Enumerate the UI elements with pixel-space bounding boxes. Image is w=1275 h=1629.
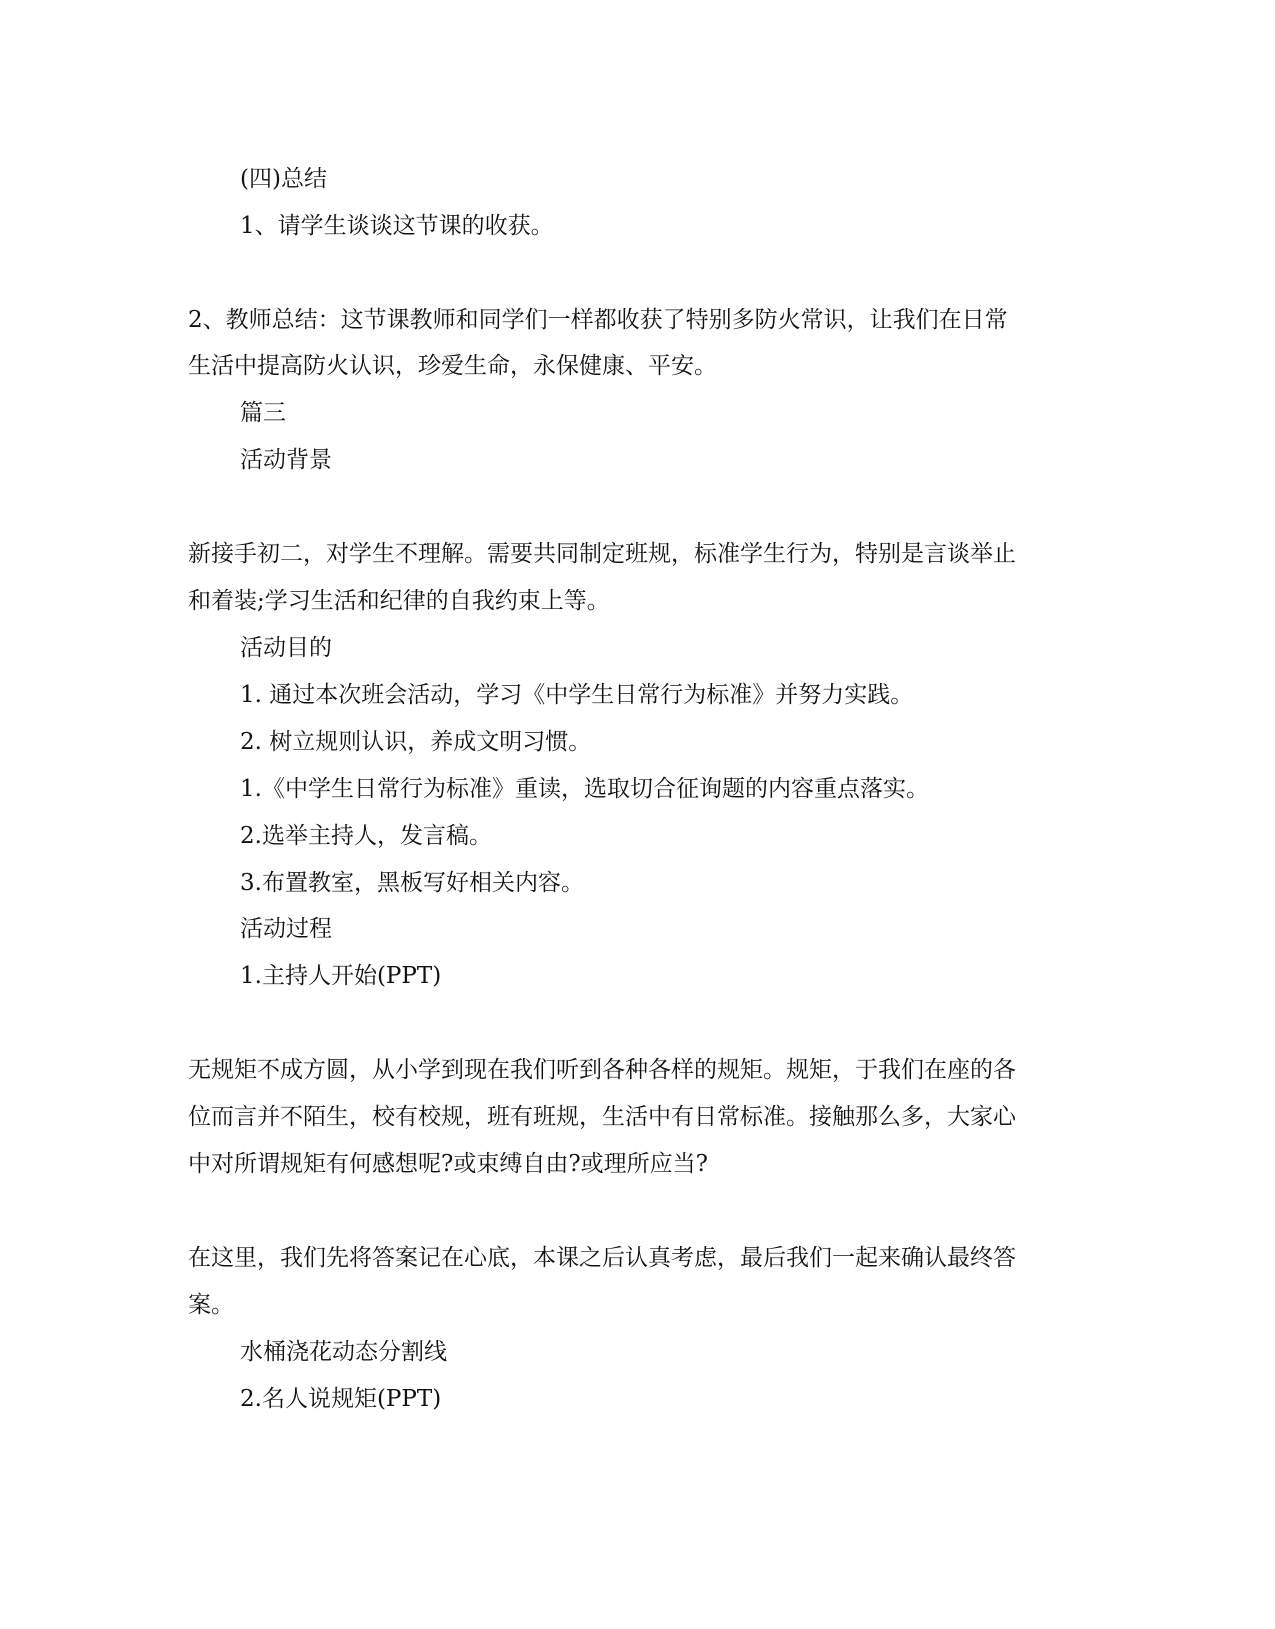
list-item: 1. 通过本次班会活动，学习《中学生日常行为标准》并努力实践。 [240,682,914,708]
list-item: 2.名人说规矩(PPT) [240,1386,442,1412]
section-heading-background: 活动背景 [240,447,332,473]
paragraph-line: 生活中提高防火认识，珍爱生命，永保健康、平安。 [188,353,717,379]
list-item: 1.主持人开始(PPT) [240,963,442,989]
list-item: 3.布置教室，黑板写好相关内容。 [240,870,584,896]
section-heading-part3: 篇三 [240,400,286,426]
paragraph-line: 中对所谓规矩有何感想呢?或束缚自由?或理所应当? [188,1151,708,1177]
section-heading-summary: (四)总结 [240,166,327,192]
paragraph-line: 和着装;学习生活和纪律的自我约束上等。 [188,588,610,614]
paragraph-line: 在这里，我们先将答案记在心底，本课之后认真考虑，最后我们一起来确认最终答 [188,1245,1016,1271]
paragraph-line: 2、教师总结：这节课教师和同学们一样都收获了特别多防火常识，让我们在日常 [188,307,1008,333]
paragraph-line: 案。 [188,1292,234,1318]
paragraph-line: 1、请学生谈谈这节课的收获。 [240,213,554,239]
paragraph-line: 无规矩不成方圆，从小学到现在我们听到各种各样的规矩。规矩，于我们在座的各 [188,1057,1016,1083]
list-item: 2.选举主持人，发言稿。 [240,823,492,849]
paragraph-line: 新接手初二，对学生不理解。需要共同制定班规，标准学生行为，特别是言谈举止 [188,541,1016,567]
section-heading-process: 活动过程 [240,916,332,942]
divider-caption: 水桶浇花动态分割线 [240,1339,447,1365]
paragraph-line: 位而言并不陌生，校有校规，班有班规，生活中有日常标准。接触那么多，大家心 [188,1104,1016,1130]
section-heading-goal: 活动目的 [240,635,332,661]
list-item: 1.《中学生日常行为标准》重读，选取切合征询题的内容重点落实。 [240,776,929,802]
list-item: 2. 树立规则认识，养成文明习惯。 [240,729,592,755]
